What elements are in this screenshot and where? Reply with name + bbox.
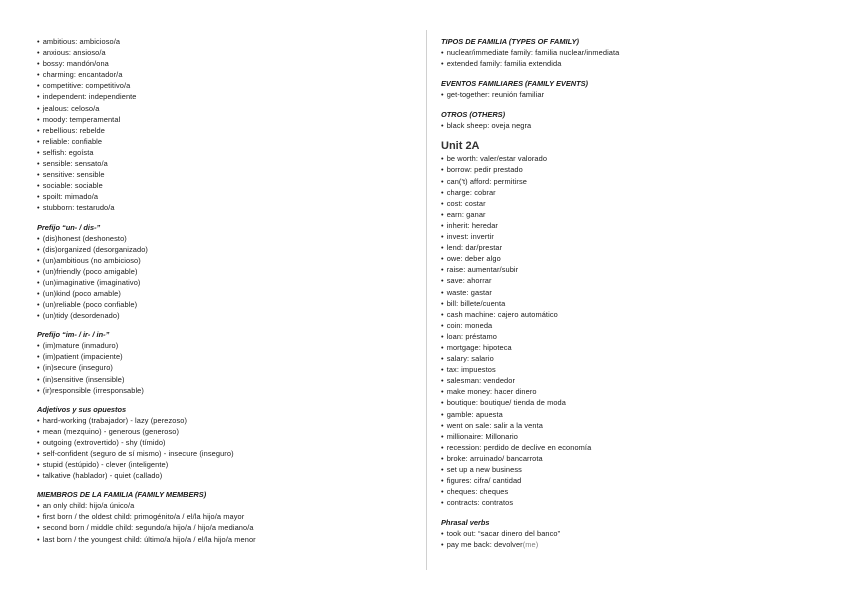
list-item: • independent: independiente — [37, 91, 412, 102]
right-column — [441, 36, 831, 551]
column-divider — [426, 30, 427, 570]
list-item: • (un)reliable (poco confiable) — [37, 299, 412, 310]
list-item: • be worth: valer/estar valorado — [441, 153, 831, 164]
list-item: • charge: cobrar — [441, 187, 831, 198]
list-item: • took out: “sacar dinero del banco” — [441, 528, 831, 539]
list-item: • (in)sensitive (insensible) — [37, 374, 412, 385]
list-item: • salary: salario — [441, 353, 831, 364]
list-item: • charming: encantador/a — [37, 69, 412, 80]
prefix-un-dis-list — [37, 233, 412, 322]
list-item: • went on sale: salir a la venta — [441, 420, 831, 431]
list-item: • waste: gastar — [441, 287, 831, 298]
phrasal-verbs-list — [441, 528, 831, 550]
family-members-heading: MIEMBROS DE LA FAMILIA (FAMILY MEMBERS) — [37, 490, 207, 500]
list-item: • (dis)honest (deshonesto) — [37, 233, 412, 244]
list-item: • jealous: celoso/a — [37, 103, 412, 114]
list-item: • (im)patient (impaciente) — [37, 351, 412, 362]
family-types-heading: TIPOS DE FAMILIA (TYPES OF FAMILY) — [441, 37, 579, 46]
list-item: • salesman: vendedor — [441, 375, 831, 386]
list-item: • first born / the oldest child: primogénito/a / el/la hijo/a mayor — [37, 511, 412, 522]
list-item: • set up a new business — [441, 464, 831, 475]
list-item: • (im)mature (inmaduro) — [37, 340, 412, 351]
list-item: • contracts: contratos — [441, 497, 831, 508]
list-item: • (un)ambitious (no ambicioso) — [37, 255, 412, 266]
list-item: • (un)friendly (poco amigable) — [37, 266, 412, 277]
list-item: • second born / middle child: segundo/a hijo/a / hijo/a mediano/a — [37, 522, 412, 533]
list-item: • extended family: familia extendida — [441, 58, 831, 69]
list-item: • raise: aumentar/subir — [441, 264, 831, 275]
adjectives-list — [37, 36, 412, 214]
list-item: • broke: arruinado/ bancarrota — [441, 453, 831, 464]
list-item: • (ir)responsible (irresponsable) — [37, 385, 412, 396]
list-item: • talkative (hablador) - quiet (callado) — [37, 470, 412, 481]
list-item: • recession: perdido de declive en economía — [441, 442, 831, 453]
list-item: • bossy: mandón/ona — [37, 58, 412, 69]
list-item: • moody: temperamental — [37, 114, 412, 125]
list-item: • gamble: apuesta — [441, 409, 831, 420]
list-item: • competitive: competitivo/a — [37, 80, 412, 91]
list-item: • (in)secure (inseguro) — [37, 362, 412, 373]
others-list — [441, 120, 831, 131]
list-item: • black sheep: oveja negra — [441, 120, 831, 131]
list-item: • cash machine: cajero automático — [441, 309, 831, 320]
prefix-im-ir-in-list — [37, 340, 412, 395]
unit-heading: Unit 2A — [441, 140, 480, 153]
list-item: • invest: invertir — [441, 231, 831, 242]
list-item: • lend: dar/prestar — [441, 242, 831, 253]
list-item: • can('t) afford: permitirse — [441, 176, 831, 187]
list-item: • selfish: egoísta — [37, 147, 412, 158]
prefix-im-ir-in-heading: Prefijo “im- / ir- / in-” — [37, 330, 110, 340]
list-item: • (un)kind (poco amable) — [37, 288, 412, 299]
list-item: • self-confident (seguro de sí mismo) - insecure (inseguro) — [37, 448, 412, 459]
list-item: • figures: cifra/ cantidad — [441, 475, 831, 486]
list-item: • spoilt: mimado/a — [37, 191, 412, 202]
list-item: • earn: ganar — [441, 209, 831, 220]
list-item: • outgoing (extrovertido) - shy (tímido) — [37, 437, 412, 448]
list-item: • boutique: boutique/ tienda de moda — [441, 397, 831, 408]
list-item: • sociable: sociable — [37, 180, 412, 191]
list-item: • sensible: sensato/a — [37, 158, 412, 169]
list-item: • coin: moneda — [441, 320, 831, 331]
list-item: • inherit: heredar — [441, 220, 831, 231]
list-item: • cost: costar — [441, 198, 831, 209]
list-item: • stubborn: testarudo/a — [37, 202, 412, 213]
left-column — [37, 36, 412, 545]
list-item: • loan: préstamo — [441, 331, 831, 342]
others-heading: OTROS (OTHERS) — [441, 110, 506, 120]
list-item: • last born / the youngest child: último/a hijo/a / el/la hijo/a menor — [37, 534, 412, 545]
list-item: • sensitive: sensible — [37, 169, 412, 180]
list-item: • save: ahorrar — [441, 275, 831, 286]
list-item: • bill: billete/cuenta — [441, 298, 831, 309]
opposites-heading: Adjetivos y sus opuestos — [37, 404, 127, 414]
prefix-un-dis-heading: Prefijo “un- / dis-” — [37, 222, 101, 232]
list-item: • owe: deber algo — [441, 253, 831, 264]
list-item: • borrow: pedir prestado — [441, 164, 831, 175]
list-item: • rebellious: rebelde — [37, 125, 412, 136]
phrasal-verbs-heading: Phrasal verbs — [441, 518, 490, 528]
list-item: • (un)imaginative (imaginativo) — [37, 277, 412, 288]
list-item: • stupid (estúpido) - clever (inteligente) — [37, 459, 412, 470]
family-members-list — [37, 500, 412, 544]
list-item: • reliable: confiable — [37, 136, 412, 147]
list-item: • mortgage: hipoteca — [441, 342, 831, 353]
unit-vocabulary-list — [441, 153, 831, 508]
list-item: • ambitious: ambicioso/a — [37, 36, 412, 47]
pay-back-suffix: (me) — [522, 540, 539, 550]
list-item: • tax: impuestos — [441, 364, 831, 375]
family-events-list — [441, 89, 831, 100]
pay-back-text: pay me back: devolver — [446, 540, 523, 550]
list-item: • mean (mezquino) - generous (generoso) — [37, 426, 412, 437]
list-item: • anxious: ansioso/a — [37, 47, 412, 58]
list-item: • an only child: hijo/a único/a — [37, 500, 412, 511]
list-item: • make money: hacer dinero — [441, 386, 831, 397]
list-item: • get-together: reunión familiar — [441, 89, 831, 100]
list-item: • nuclear/immediate family: familia nuclear/inmediata — [441, 47, 831, 58]
opposites-list — [37, 415, 412, 482]
list-item — [441, 539, 831, 550]
list-item: • millionaire: Millonario — [441, 431, 831, 442]
list-item: • (dis)organized (desorganizado) — [37, 244, 412, 255]
family-types-list — [441, 47, 831, 69]
list-item: • hard-working (trabajador) - lazy (perezoso) — [37, 415, 412, 426]
list-item: • (un)tidy (desordenado) — [37, 310, 412, 321]
family-events-heading: EVENTOS FAMILIARES (FAMILY EVENTS) — [441, 79, 589, 89]
list-item: • cheques: cheques — [441, 486, 831, 497]
